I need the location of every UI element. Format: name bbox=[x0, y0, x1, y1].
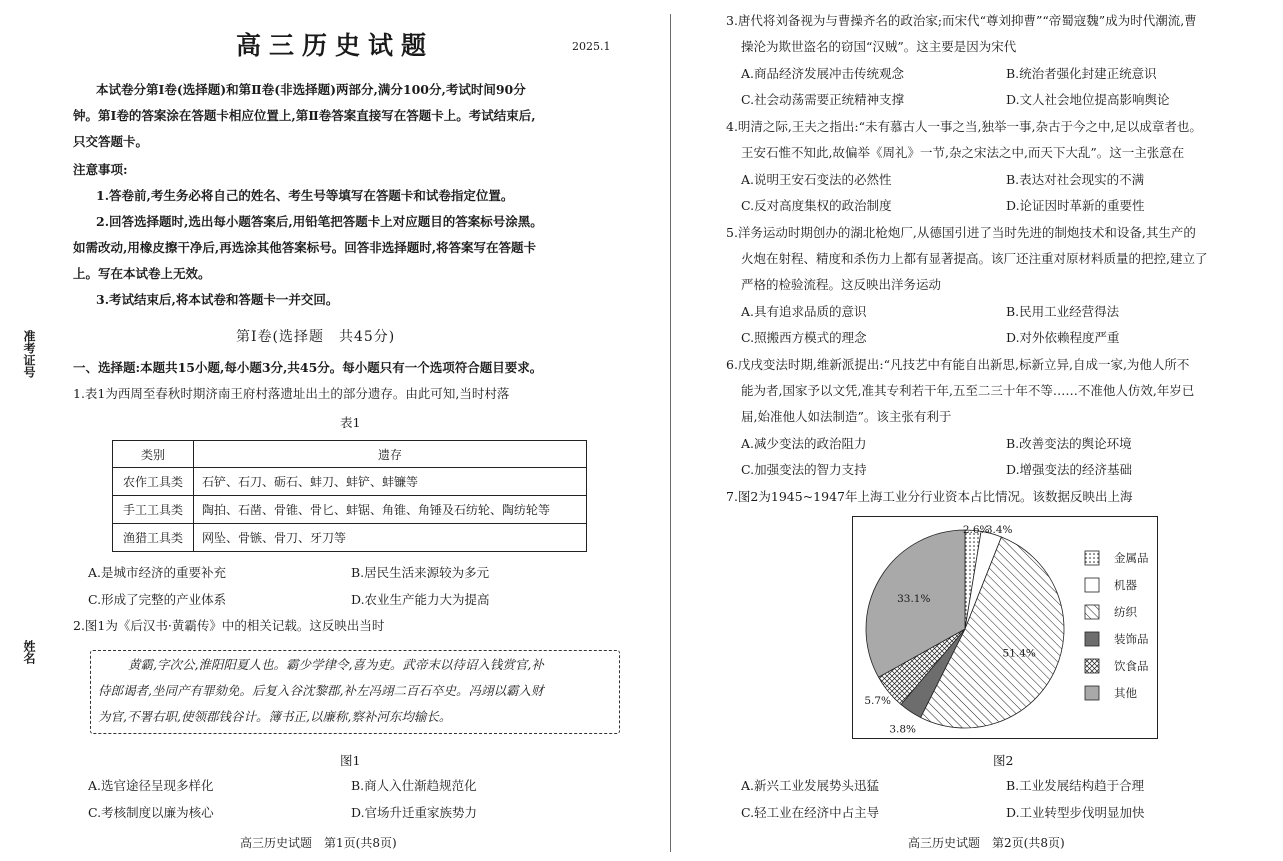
option-b: B.改善变法的舆论环境 bbox=[1006, 436, 1132, 451]
figure-1-line: 黄霸,字次公,淮阳阳夏人也。霸少学律令,喜为吏。武帝末以待诏入钱赏官,补 bbox=[128, 657, 544, 672]
legend-swatch-food bbox=[1085, 659, 1099, 673]
table-header-cell: 类别 bbox=[113, 441, 194, 468]
notes-heading: 注意事项: bbox=[73, 162, 128, 177]
legend-swatch-other bbox=[1085, 686, 1099, 700]
legend-label: 金属品 bbox=[1114, 551, 1149, 565]
option-a: A.是城市经济的重要补充 bbox=[88, 565, 227, 580]
note-line: 2.回答选择题时,选出每小题答案后,用铅笔把答题卡上对应题目的答案标号涂黑。 bbox=[96, 214, 543, 229]
option-a: A.具有追求品质的意识 bbox=[741, 304, 867, 319]
option-b: B.商人入仕渐趋规范化 bbox=[351, 778, 477, 793]
option-d: D.文人社会地位提高影响舆论 bbox=[1006, 92, 1170, 107]
legend-label: 机器 bbox=[1114, 578, 1137, 592]
legend-label: 其他 bbox=[1114, 686, 1137, 700]
pie-label-other: 33.1% bbox=[897, 592, 931, 605]
legend-label: 纺织 bbox=[1114, 605, 1137, 619]
note-line: 3.考试结束后,将本试卷和答题卡一并交回。 bbox=[96, 292, 339, 307]
legend-label: 饮食品 bbox=[1114, 659, 1149, 673]
figure-1-caption: 图1 bbox=[340, 753, 361, 768]
question-6-line: 能为者,国家予以文凭,准其专利若干年,五至二三十年不等……不准他人仿效,年岁已 bbox=[741, 383, 1195, 398]
pie-label-textile: 51.4% bbox=[1002, 647, 1036, 660]
option-b: B.民用工业经营得法 bbox=[1006, 304, 1120, 319]
exam-date: 2025.1 bbox=[572, 40, 611, 53]
option-d: D.农业生产能力大为提高 bbox=[351, 592, 490, 607]
legend-swatch-metal bbox=[1085, 551, 1099, 565]
legend-swatch-textile bbox=[1085, 605, 1099, 619]
table-row bbox=[113, 524, 587, 552]
name-label: 姓名 bbox=[22, 640, 36, 664]
question-4-line: 王安石惟不知此,故偏举《周礼》一节,杂之宋法之中,而天下大乱”。这一主张意在 bbox=[741, 145, 1185, 160]
pie-label-food: 5.7% bbox=[864, 694, 892, 707]
section-intro: 一、选择题:本题共15小题,每小题3分,共45分。每小题只有一个选项符合题目要求。 bbox=[73, 360, 543, 375]
option-c: C.反对高度集权的政治制度 bbox=[741, 198, 892, 213]
option-b: B.统治者强化封建正统意识 bbox=[1006, 66, 1157, 81]
table-row bbox=[113, 468, 587, 496]
pie-label-metal: 2.6% bbox=[962, 524, 990, 536]
note-line: 上。写在本试卷上无效。 bbox=[73, 266, 211, 281]
page-footer-left: 高三历史试题 第1页(共8页) bbox=[240, 836, 397, 850]
figure-1-line: 侍郎谒者,坐同产有罪劾免。后复入谷沈黎郡,补左冯翊二百石卒史。冯翊以霸入财 bbox=[98, 683, 544, 698]
legend-label: 装饰品 bbox=[1114, 632, 1149, 646]
exam-id-label: 准考证号 bbox=[22, 330, 36, 378]
table-cell: 农作工具类 bbox=[113, 468, 194, 496]
table-header-cell: 遗存 bbox=[194, 441, 587, 468]
option-c: C.加强变法的智力支持 bbox=[741, 462, 867, 477]
table-header-row bbox=[113, 441, 587, 468]
option-c: C.社会动荡需要正统精神支撑 bbox=[741, 92, 905, 107]
legend-swatch-ornament bbox=[1085, 632, 1099, 646]
option-d: D.论证因时革新的重要性 bbox=[1006, 198, 1145, 213]
question-1-stem: 1.表1为西周至春秋时期济南王府村落遗址出土的部分遗存。由此可知,当时村落 bbox=[73, 386, 510, 401]
note-line: 如需改动,用橡皮擦干净后,再选涂其他答案标号。回答非选择题时,将答案写在答题卡 bbox=[73, 240, 537, 255]
table-1-caption: 表1 bbox=[340, 415, 361, 430]
question-7-stem: 7.图2为1945~1947年上海工业分行业资本占比情况。该数据反映出上海 bbox=[726, 489, 1133, 504]
question-3-line: 操沦为欺世盗名的窃国“汉贼”。这主要是因为宋代 bbox=[741, 39, 1017, 54]
option-c: C.照搬西方模式的理念 bbox=[741, 330, 867, 345]
table-cell: 陶拍、石凿、骨锥、骨匕、蚌锯、角锥、角锤及石纺轮、陶纺轮等 bbox=[194, 496, 587, 524]
table-1 bbox=[112, 440, 587, 552]
instruction-line: 只交答题卡。 bbox=[73, 134, 149, 149]
table-cell: 网坠、骨镞、骨刀、牙刀等 bbox=[194, 524, 587, 552]
option-a: A.说明王安石变法的必然性 bbox=[741, 172, 892, 187]
option-c: C.形成了完整的产业体系 bbox=[88, 592, 227, 607]
table-row bbox=[113, 496, 587, 524]
table-cell: 石铲、石刀、砺石、蚌刀、蚌铲、蚌镰等 bbox=[194, 468, 587, 496]
question-2-stem: 2.图1为《后汉书·黄霸传》中的相关记载。这反映出当时 bbox=[73, 618, 385, 633]
pie-chart bbox=[852, 516, 1158, 739]
section-title: 第Ⅰ卷(选择题 共45分) bbox=[236, 329, 396, 345]
column-divider bbox=[670, 14, 671, 852]
instruction-line: 钟。第Ⅰ卷的答案涂在答题卡相应位置上,第Ⅱ卷答案直接写在答题卡上。考试结束后, bbox=[73, 108, 536, 123]
option-d: D.增强变法的经济基础 bbox=[1006, 462, 1133, 477]
question-6-line: 6.戊戌变法时期,维新派提出:“凡技艺中有能自出新思,标新立异,自成一家,为他人所不 bbox=[726, 357, 1190, 372]
option-b: B.居民生活来源较为多元 bbox=[351, 565, 490, 580]
option-d: D.对外依赖程度严重 bbox=[1006, 330, 1120, 345]
option-a: A.减少变法的政治阻力 bbox=[741, 436, 867, 451]
figure-1-line: 为官,不署右职,使领郡钱谷计。簿书正,以廉称,察补河东均输长。 bbox=[98, 709, 452, 724]
question-5-line: 5.洋务运动时期创办的湖北枪炮厂,从德国引进了当时先进的制炮技术和设备,其生产的 bbox=[726, 225, 1196, 240]
pie-label-ornament: 3.8% bbox=[889, 723, 917, 736]
page-title: 高三历史试题 bbox=[236, 31, 435, 60]
option-a: A.商品经济发展冲击传统观念 bbox=[741, 66, 905, 81]
option-d: D.官场升迁重家族势力 bbox=[351, 805, 478, 820]
pie-label-machinery: 3.4% bbox=[985, 524, 1013, 536]
question-5-line: 火炮在射程、精度和杀伤力上都有显著提高。该厂还注重对原材料质量的把控,建立了 bbox=[741, 251, 1208, 266]
table-cell: 手工工具类 bbox=[113, 496, 194, 524]
table-cell: 渔猎工具类 bbox=[113, 524, 194, 552]
question-6-line: 届,始准他人如法制造”。该主张有利于 bbox=[741, 409, 952, 424]
question-5-line: 严格的检验流程。这反映出洋务运动 bbox=[741, 277, 942, 292]
page-footer-right: 高三历史试题 第2页(共8页) bbox=[908, 836, 1065, 850]
question-3-line: 3.唐代将刘备视为与曹操齐名的政治家;而宋代“尊刘抑曹”“帝蜀寇魏”成为时代潮流,曹 bbox=[726, 13, 1197, 28]
legend-swatch-machinery bbox=[1085, 578, 1099, 592]
option-d: D.工业转型步伐明显加快 bbox=[1006, 805, 1145, 820]
option-a: A.选官途径呈现多样化 bbox=[88, 778, 214, 793]
instruction-line: 本试卷分第Ⅰ卷(选择题)和第Ⅱ卷(非选择题)两部分,满分100分,考试时间90分 bbox=[96, 82, 526, 97]
option-c: C.考核制度以廉为核心 bbox=[88, 805, 214, 820]
question-4-line: 4.明清之际,王夫之指出:“未有慕古人一事之当,独举一事,杂古于今之中,足以成章者也。 bbox=[726, 119, 1202, 134]
note-line: 1.答卷前,考生务必将自己的姓名、考生号等填写在答题卡和试卷指定位置。 bbox=[96, 188, 514, 203]
option-a: A.新兴工业发展势头迅猛 bbox=[741, 778, 880, 793]
option-b: B.表达对社会现实的不满 bbox=[1006, 172, 1145, 187]
option-c: C.轻工业在经济中占主导 bbox=[741, 805, 880, 820]
option-b: B.工业发展结构趋于合理 bbox=[1006, 778, 1145, 793]
figure-2-caption: 图2 bbox=[993, 753, 1014, 768]
